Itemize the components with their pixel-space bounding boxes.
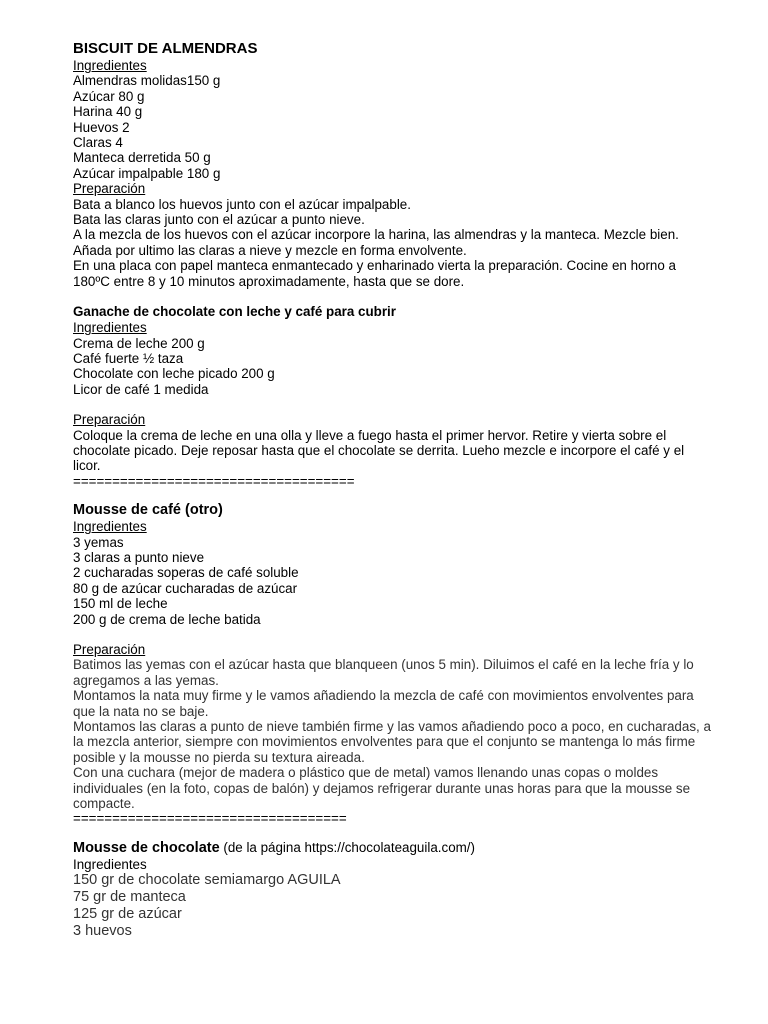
prep-step: Bata a blanco los huevos junto con el azúcar impalpable. xyxy=(73,196,411,212)
prep-step: Coloque la crema de leche en una olla y lleve a fuego hasta el primer hervor. Retire y vierta sobre el chocolate picado. Deje reposar hasta que el chocolate se derrita. Lueho mezcle e incorpore el café y el licor. xyxy=(73,427,685,474)
ingredient-line: Azúcar 80 g xyxy=(73,88,145,104)
prep-step: Con una cuchara (mejor de madera o plástico que de metal) vamos llenando unas copas o moldes individuales (en la foto, copas de balón) y dejamos refrigerar durante unas horas para que la mousse se compacte. xyxy=(73,765,691,812)
ingredient-line: 75 gr de manteca xyxy=(73,889,186,906)
ingredient-line: Chocolate con leche picado 200 g xyxy=(73,366,275,382)
ganache-ingredients-label: Ingredientes xyxy=(73,320,147,336)
ingredient-line: 3 yemas xyxy=(73,534,124,550)
recipe-document xyxy=(73,40,713,940)
ingredient-line: Manteca derretida 50 g xyxy=(73,150,211,166)
ingredient-line: 200 g de crema de leche batida xyxy=(73,611,261,627)
ingredient-line: Azúcar impalpable 180 g xyxy=(73,165,221,181)
ganache-prep-label: Preparación xyxy=(73,412,146,428)
prep-step: Batimos las yemas con el azúcar hasta que blanqueen (unos 5 min). Diluimos el café en la leche fría y lo agregamos a las yemas. xyxy=(73,657,694,688)
prep-step: En una placa con papel manteca enmantecado y enharinado vierta la preparación. Cocine en horno a 180ºC entre 8 y 10 minutos aproximadamente, hasta que se dore. xyxy=(73,258,676,289)
ingredient-line: 150 gr de chocolate semiamargo AGUILA xyxy=(73,872,341,889)
ingredient-line: Huevos 2 xyxy=(73,119,130,135)
ingredient-line: Licor de café 1 medida xyxy=(73,381,209,397)
prep-step: Bata las claras junto con el azúcar a punto nieve. xyxy=(73,212,365,228)
mousse-cafe-ingredients-label: Ingredientes xyxy=(73,519,147,535)
mousse-cafe-title: Mousse de café (otro) xyxy=(73,502,223,519)
ingredient-line: Claras 4 xyxy=(73,135,123,151)
mousse-chocolate-heading xyxy=(73,839,713,857)
ingredient-line: 3 huevos xyxy=(73,923,132,940)
mousse-chocolate-source: (de la página https://chocolateaguila.com/) xyxy=(219,839,475,855)
prep-step: Montamos las claras a punto de nieve también firme y las vamos añadiendo poco a poco, en cucharadas, a la mezcla anterior, siempre con movimientos envolventes para que el conjunto se mantenga lo más firme posible y la mousse no pierda su textura aireada. xyxy=(73,719,711,765)
biscuit-title: BISCUIT DE ALMENDRAS xyxy=(73,40,258,57)
ingredient-line: Harina 40 g xyxy=(73,104,143,120)
ingredient-line: Almendras molidas150 g xyxy=(73,73,221,89)
biscuit-prep-label: Preparación xyxy=(73,181,146,197)
ganache-title: Ganache de chocolate con leche y café para cubrir xyxy=(73,304,396,320)
ingredient-line: 125 gr de azúcar xyxy=(73,906,182,923)
prep-step: Añada por ultimo las claras a nieve y mezcle en forma envolvente. xyxy=(73,242,467,258)
ingredient-line: 2 cucharadas soperas de café soluble xyxy=(73,565,299,581)
mousse-chocolate-ingredients-label: Ingredientes xyxy=(73,856,147,872)
ingredient-line: Crema de leche 200 g xyxy=(73,335,205,351)
prep-step: Montamos la nata muy firme y le vamos añadiendo la mezcla de café con movimientos envolventes para que la nata no se baje. xyxy=(73,688,694,719)
mousse-cafe-prep-label: Preparación xyxy=(73,642,146,657)
separator: ==================================== xyxy=(73,473,355,489)
prep-step: A la mezcla de los huevos con el azúcar incorpore la harina, las almendras y la manteca. Mezcle bien. xyxy=(73,227,679,243)
ingredient-line: 80 g de azúcar cucharadas de azúcar xyxy=(73,580,298,596)
ingredient-line: 3 claras a punto nieve xyxy=(73,549,205,565)
ingredient-line: 150 ml de leche xyxy=(73,596,168,612)
separator: =================================== xyxy=(73,811,347,827)
mousse-chocolate-title: Mousse de chocolate xyxy=(73,839,220,856)
biscuit-ingredients-label: Ingredientes xyxy=(73,58,147,73)
ingredient-line: Café fuerte ½ taza xyxy=(73,350,184,366)
